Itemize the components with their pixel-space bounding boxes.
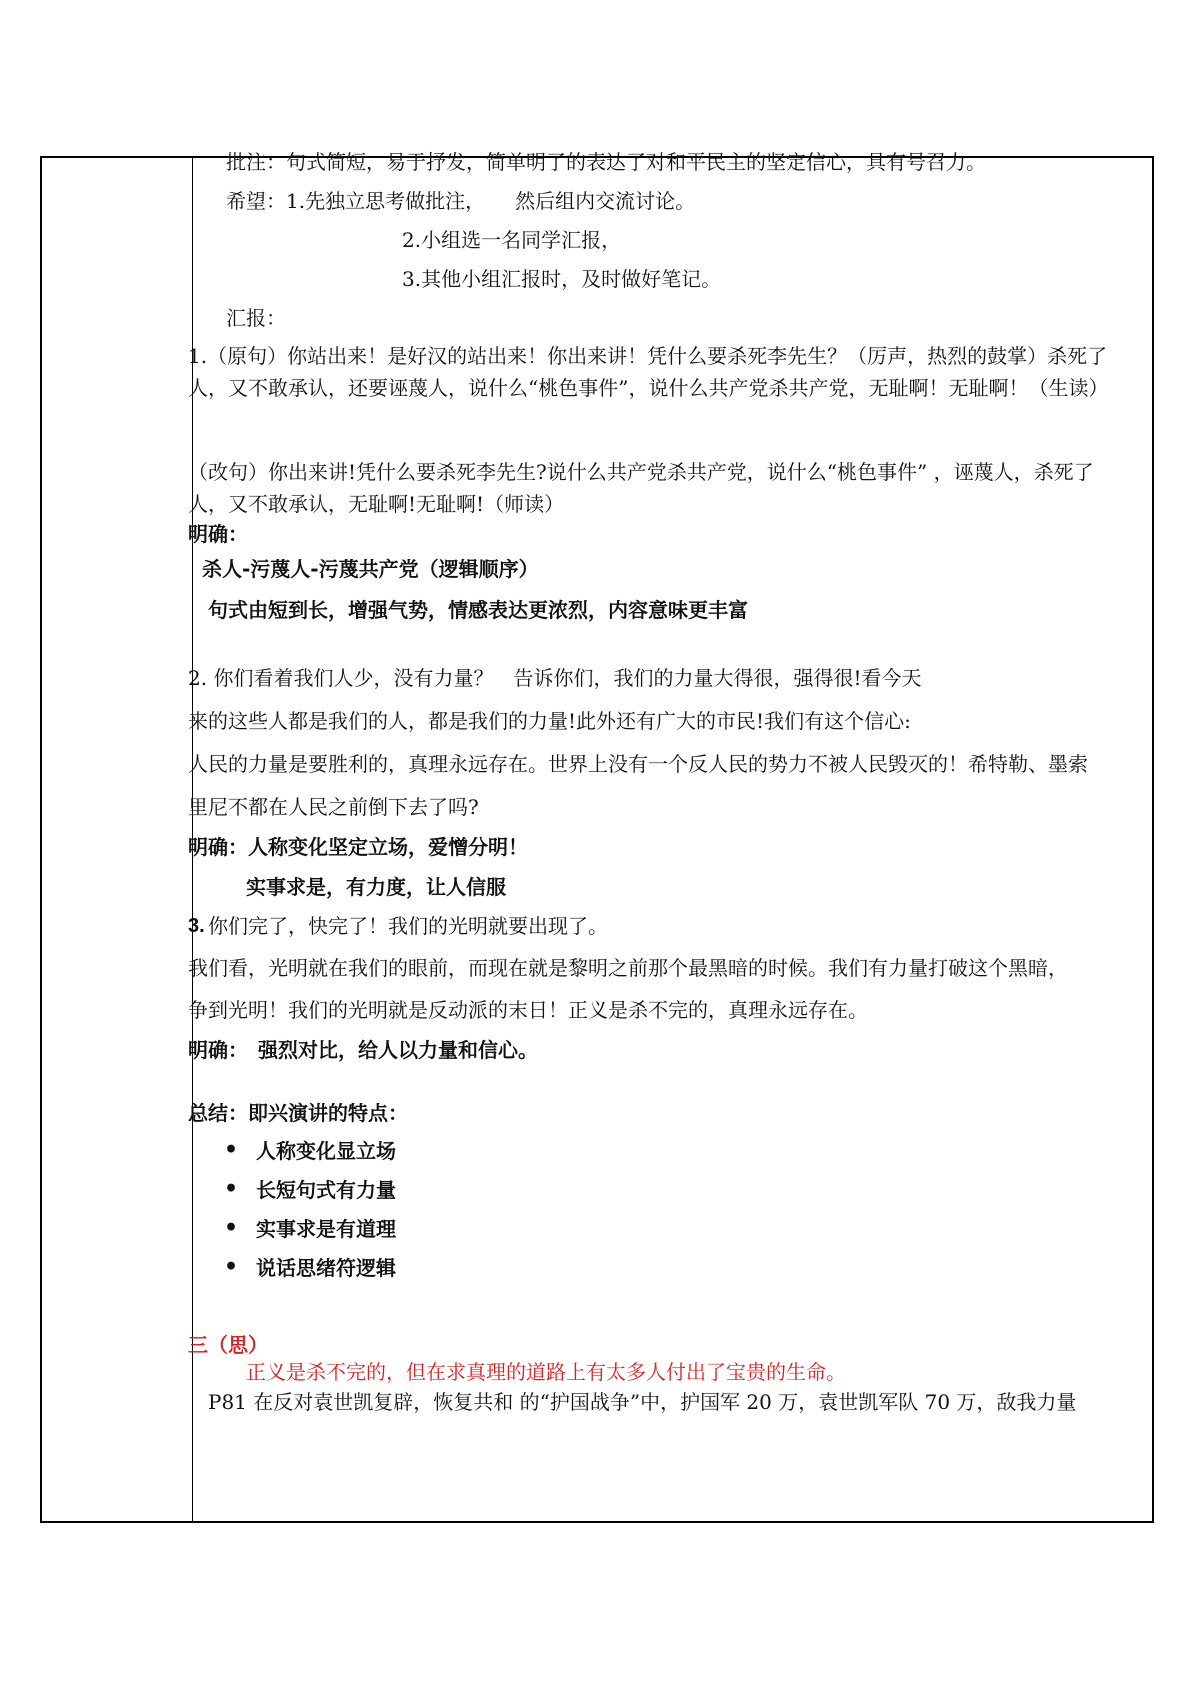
item3-number: 3. [188,915,205,937]
bullet-icon: • [224,1254,239,1280]
item3-clarify: 明确： 强烈对比，给人以力量和信心。 [188,1038,538,1062]
item2-line-4: 里尼不都在人民之前倒下去了吗? [188,795,479,819]
summary-title: 总结：即兴演讲的特点： [188,1101,408,1125]
item1-original: 1.（原句）你站出来！是好汉的站出来！你出来讲！凭什么要杀死李先生？（厉声，热烈的鼓掌）杀死了人，又不敢承认，还要诬蔑人，说什么“桃色事件”，说什么共产党杀共产党，无耻啊！无耻啊！（生读） [188,344,1109,400]
annotation-text: 批注：句式简短，易于抒发，简单明了的表达了对和平民主的坚定信心，具有号召力。 [226,150,986,174]
summary-item-3: 实事求是有道理 [256,1217,396,1241]
hope-line-3: 3.其他小组汇报时，及时做好笔记。 [402,267,722,291]
section3-line-1: 正义是杀不完的，但在求真理的道路上有太多人付出了宝贵的生命。 [246,1360,846,1384]
bullet-icon: • [224,1215,239,1241]
item3-line-2: 我们看，光明就在我们的眼前，而现在就是黎明之前那个最黑暗的时候。我们有力量打破这个黑暗， [188,956,1068,980]
item3-line-3: 争到光明！我们的光明就是反动派的末日！正义是杀不完的，真理永远存在。 [188,998,868,1022]
item1-point-2: 句式由短到长，增强气势，情感表达更浓烈，内容意味更丰富 [208,598,748,622]
item2-line-3: 人民的力量是要胜利的，真理永远存在。世界上没有一个反人民的势力不被人民毁灭的！希特勒、墨索 [188,752,1088,776]
section3-title: 三（思） [188,1333,268,1357]
summary-item-2: 长短句式有力量 [256,1178,396,1202]
item2-clarify-2: 实事求是，有力度，让人信服 [246,875,506,899]
summary-item-4: 说话思绪符逻辑 [256,1256,396,1280]
item2-line-1: 2. 你们看着我们人少，没有力量？ 告诉你们，我们的力量大得很，强得很!看今天 [188,666,922,690]
section3-line-2: P81 在反对袁世凯复辟，恢复共和 的“护国战争”中，护国军 20 万，袁世凯军队 70 万，敌我力量 [208,1390,1077,1414]
table-bottom-border [40,1521,1154,1523]
hope-line-1: 希望：1.先独立思考做批注， 然后组内交流讨论。 [226,189,696,213]
report-label: 汇报： [226,306,286,330]
item1-clarify-label: 明确： [188,522,248,546]
item1-point-1: 杀人-污蔑人-污蔑共产党（逻辑顺序） [202,557,539,581]
summary-item-1: 人称变化显立场 [256,1139,396,1163]
item3-line-1: 你们完了，快完了！我们的光明就要出现了。 [208,914,608,938]
bullet-icon: • [224,1137,239,1163]
bullet-icon: • [224,1176,239,1202]
item2-clarify: 明确：人称变化坚定立场，爱憎分明！ [188,835,528,859]
item1-revised: （改句）你出来讲!凭什么要杀死李先生?说什么共产党杀共产党，说什么“桃色事件” ，诬蔑人，杀死了人，又不敢承认，无耻啊!无耻啊!（师读） [188,460,1094,516]
item2-line-2: 来的这些人都是我们的人，都是我们的力量!此外还有广大的市民!我们有这个信心: [188,709,911,733]
hope-line-2: 2.小组选一名同学汇报， [402,228,622,252]
